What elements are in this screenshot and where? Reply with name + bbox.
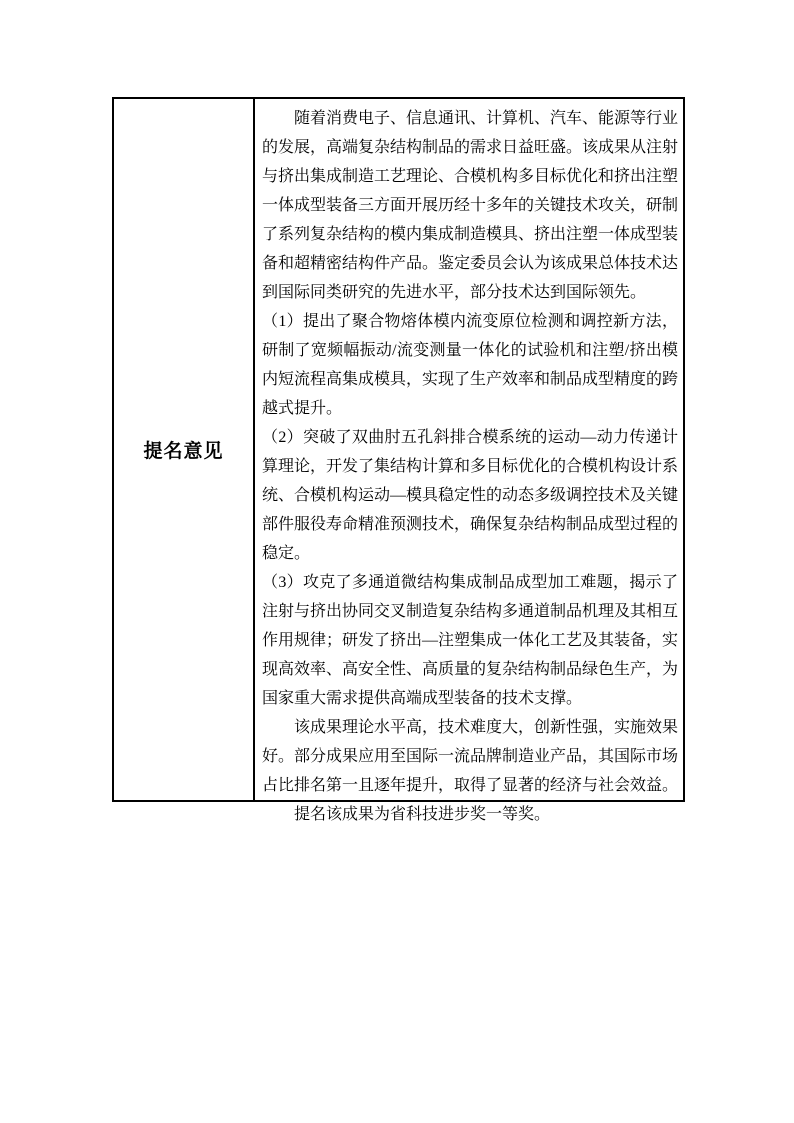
paragraph-impact: 该成果理论水平高，技术难度大，创新性强，实施效果好。部分成果应用至国际一流品牌制造业产品，其国际市场占比排名第一且逐年提升，取得了显著的经济与社会效益。: [262, 719, 679, 794]
nomination-label-cell: [114, 99, 255, 800]
nomination-label: 提名意见: [143, 441, 224, 462]
paragraph-innovation-3: （3）攻克了多通道微结构集成制品成型加工难题，揭示了注射与挤出协同交叉制造复杂结构多通道制品机理及其相互作用规律；研发了挤出—注塑集成一体化工艺及其装备，实现高效率、高安全性、高质量的复杂结构制品绿色生产，为国家重大需求提供高端成型装备的技术支撑。: [262, 574, 679, 707]
paragraph-overview: 随着消费电子、信息通讯、计算机、汽车、能源等行业的发展，高端复杂结构制品的需求日益旺盛。该成果从注射与挤出集成制造工艺理论、合模机构多目标优化和挤出注塑一体成型装备三方面开展历经十多年的关键技术攻关，研制了系列复杂结构的模内集成制造模具、挤出注塑一体成型装备和超精密结构件产品。鉴定委员会认为该成果总体技术达到国际同类研究的先进水平，部分技术达到国际领先。: [262, 110, 679, 301]
paragraph-innovation-1: （1）提出了聚合物熔体模内流变原位检测和调控新方法，研制了宽频幅振动/流变测量一体化的试验机和注塑/挤出模内短流程高集成模具，实现了生产效率和制品成型精度的跨越式提升。: [262, 313, 679, 417]
paragraph-innovation-2: （2）突破了双曲肘五孔斜排合模系统的运动—动力传递计算理论，开发了集结构计算和多目标优化的合模机构设计系统、合模机构运动—模具稳定性的动态多级调控技术及关键部件服役寿命精准预测技术，确保复杂结构制品成型过程的稳定。: [262, 429, 679, 562]
nomination-table: [112, 97, 685, 823]
nomination-content-cell: [255, 99, 683, 823]
paragraph-recommendation: 提名该成果为省科技进步奖一等奖。: [294, 806, 551, 823]
